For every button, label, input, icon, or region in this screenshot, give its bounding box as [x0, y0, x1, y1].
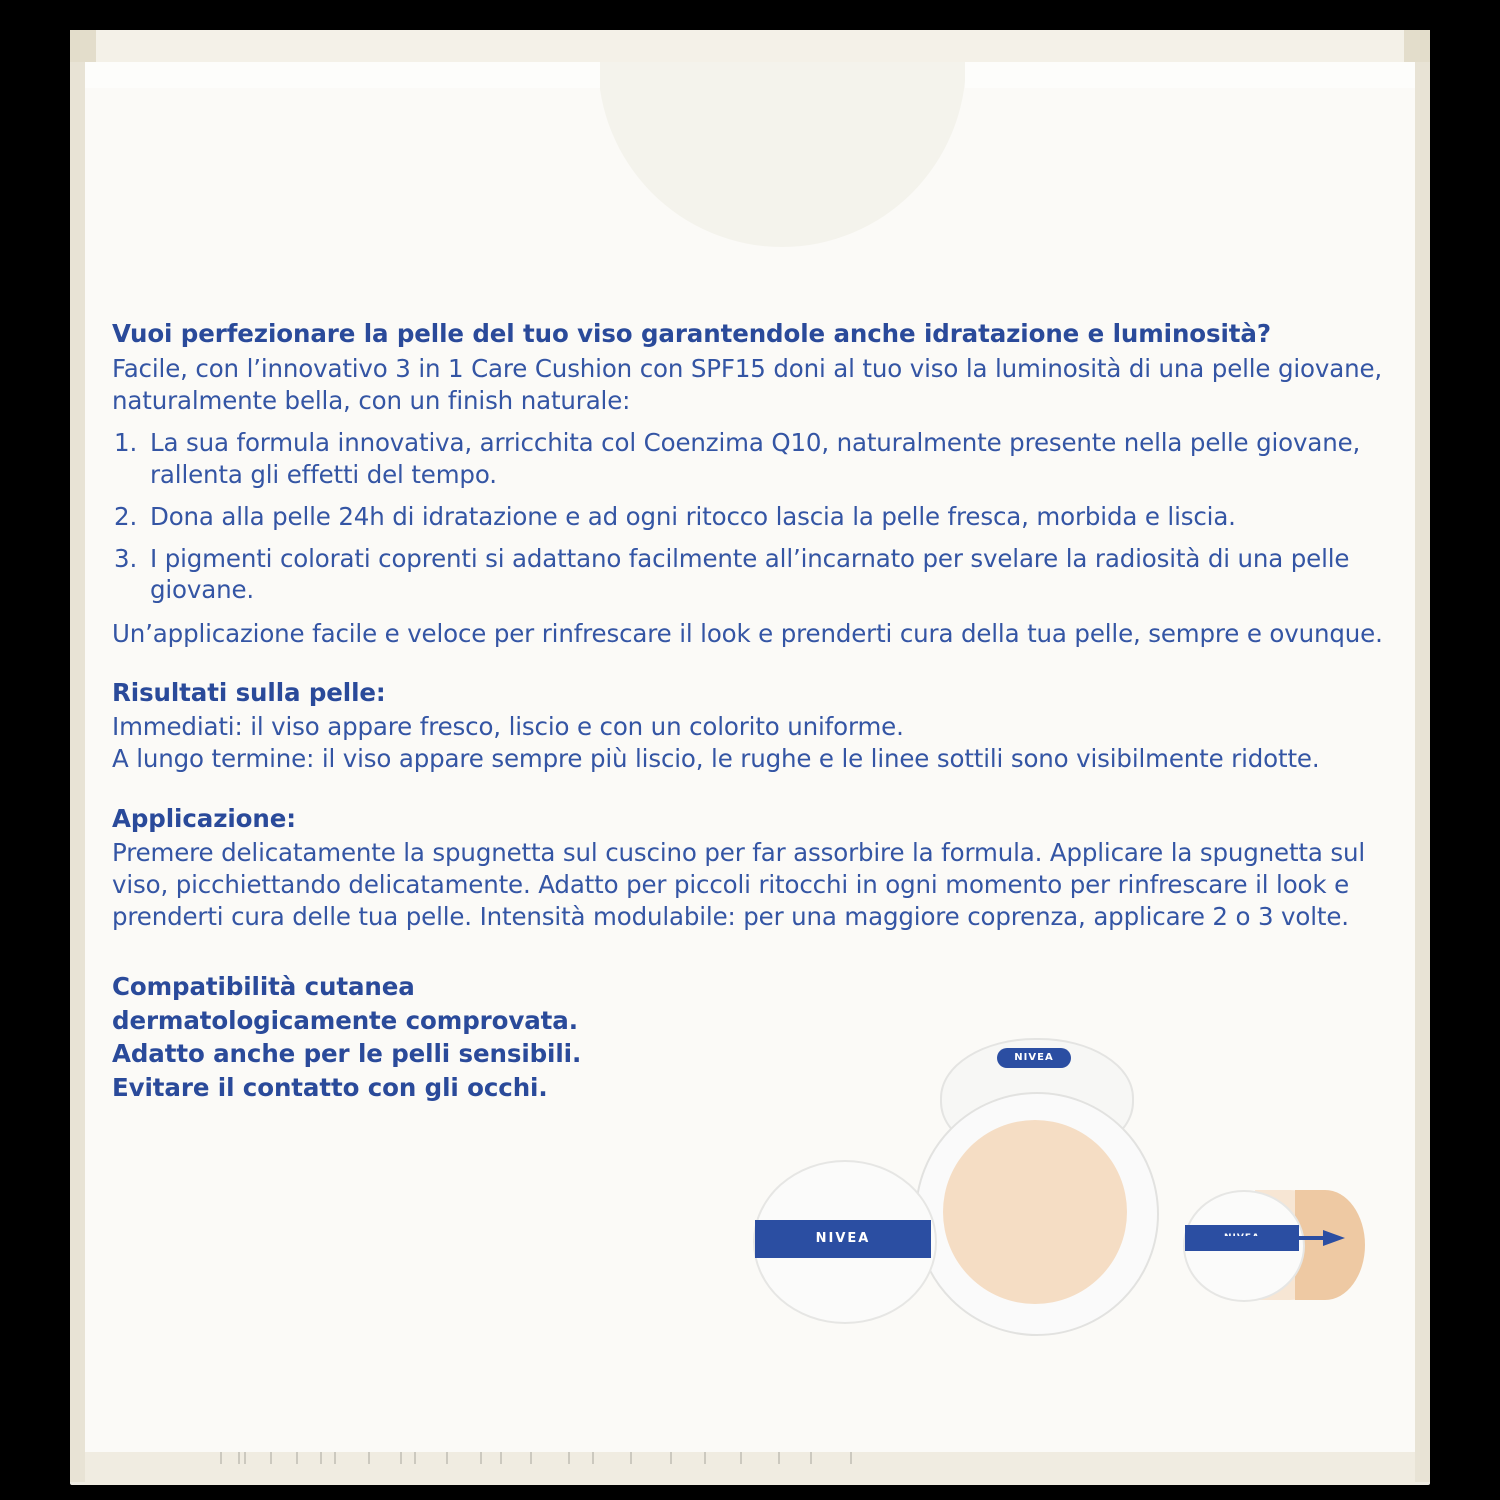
- compatibility-line: Compatibilità cutanea: [112, 971, 415, 1001]
- results-immediate: Immediati: il viso appare fresco, liscio e con un colorito uniforme.: [112, 712, 904, 742]
- lid-brand-badge: NIVEA: [997, 1048, 1071, 1068]
- panel-text-content: [112, 318, 1402, 1105]
- list-item-text: La sua formula innovativa, arricchita col Coenzima Q10, naturalmente presente nella pelle giovane, rallenta gli effetti del tempo.: [150, 428, 1361, 489]
- results-long-term: A lungo termine: il viso appare sempre più liscio, le rughe e le linee sottili sono visibilmente ridotte.: [112, 744, 1320, 774]
- application-text: Premere delicatamente la spugnetta sul cuscino per far assorbire la formula. Applicare la spugnetta sul viso, picchiettando delicatamente. Adatto per piccoli ritocchi in ogni momento per rinfrescare il look e prenderti cura delle tua pelle. Intensità modulabile: per una maggiore coprenza, applicare 2 o 3 volte.: [112, 837, 1366, 932]
- arrow-head: [1323, 1230, 1345, 1246]
- package-flap-left: [85, 62, 600, 88]
- list-item-number: 2.: [114, 501, 138, 531]
- sponge-brand-band: [755, 1220, 931, 1258]
- arrow-shaft: [1203, 1236, 1327, 1240]
- product-usage-illustration: [735, 1030, 1395, 1330]
- application-heading: Applicazione:: [112, 803, 296, 833]
- package-top-corner-right: [1404, 30, 1430, 66]
- list-item-number: 1.: [114, 428, 138, 458]
- arrow-right-icon: [1203, 1230, 1353, 1246]
- list-item: [112, 543, 1402, 607]
- cushion-pan-icon: [943, 1120, 1127, 1304]
- package-top-edge: [85, 30, 1415, 64]
- compatibility-block: [112, 970, 732, 1105]
- compatibility-line: Adatto anche per le pelli sensibili.: [112, 1039, 582, 1069]
- closing-paragraph: Un’applicazione facile e veloce per rinfrescare il look e prenderti cura della tua pelle, sempre e ovunque.: [112, 619, 1383, 649]
- list-item-text: Dona alla pelle 24h di idratazione e ad ogni ritocco lascia la pelle fresca, morbida e liscia.: [150, 501, 1236, 531]
- list-item-text: I pigmenti colorati coprenti si adattano facilmente all’incarnato per svelare la radiosità di una pelle giovane.: [150, 543, 1350, 605]
- intro-paragraph: Facile, con l’innovativo 3 in 1 Care Cushion con SPF15 doni al tuo viso la luminosità di una pelle giovane, naturalmente bella, con un finish naturale:: [112, 354, 1383, 416]
- list-item: [112, 501, 1402, 533]
- sponge-brand-label: NIVEA: [815, 1231, 871, 1246]
- compatibility-line: Evitare il contatto con gli occhi.: [112, 1073, 548, 1103]
- list-item-number: 3.: [114, 543, 138, 573]
- package-flap-right: [965, 62, 1415, 88]
- compatibility-line: dermatologicamente comprovata.: [112, 1005, 578, 1035]
- headline: Vuoi perfezionare la pelle del tuo viso garantendole anche idratazione e luminosità?: [112, 319, 1271, 348]
- print-registration-marks: [200, 1452, 880, 1466]
- package-top-corner-left: [70, 30, 96, 66]
- benefits-list: [112, 427, 1402, 606]
- list-item: [112, 427, 1402, 491]
- results-heading: Risultati sulla pelle:: [112, 678, 386, 708]
